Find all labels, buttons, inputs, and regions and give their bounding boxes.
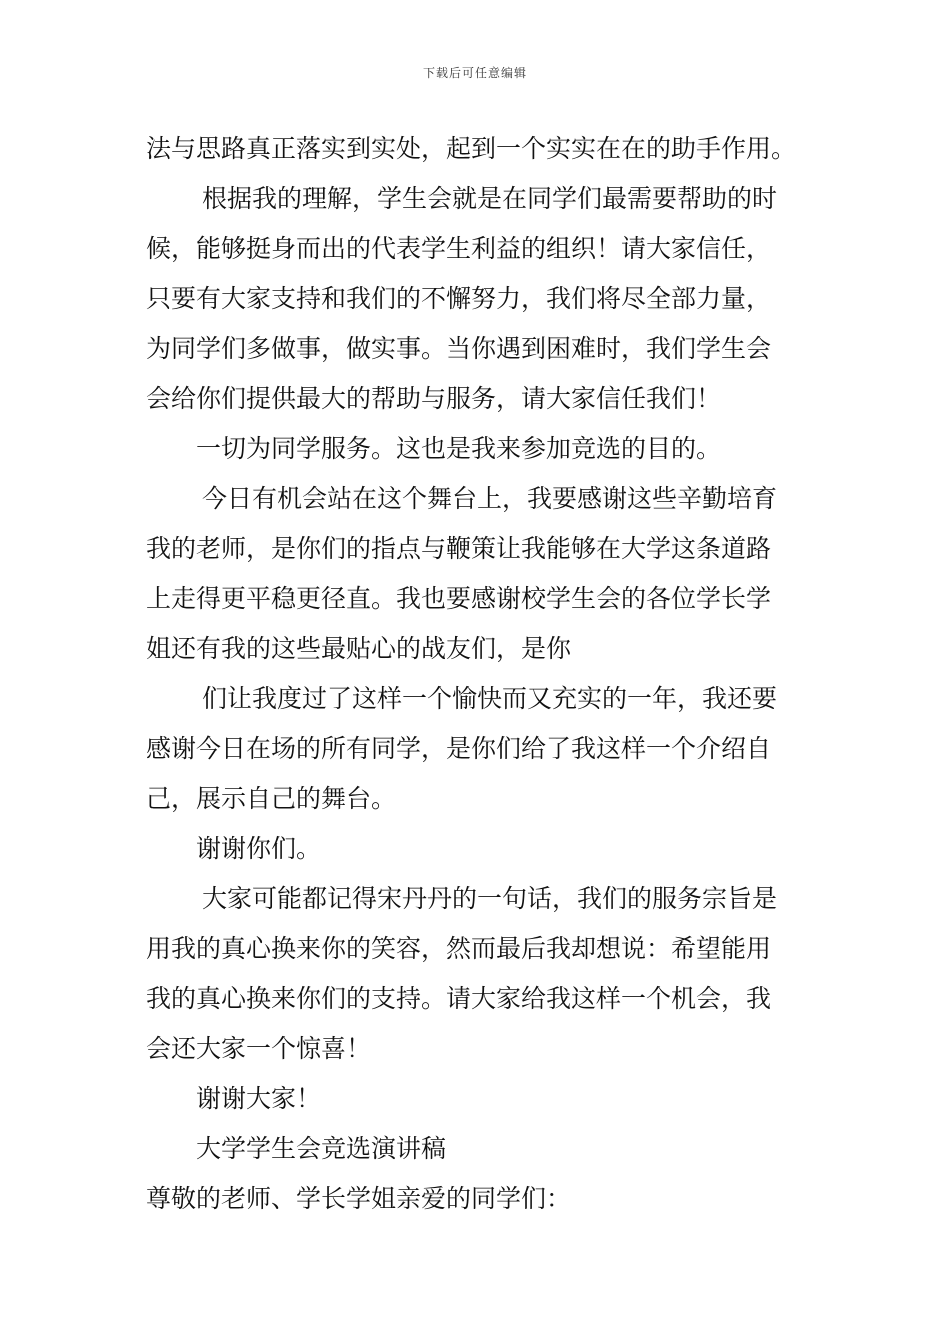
text-line: 谢谢大家！ [196, 1084, 322, 1113]
text-line: 们让我度过了这样一个愉快而又充实的一年，我还要 [202, 684, 778, 713]
text-line: 谢谢你们。 [196, 834, 322, 863]
text-line: 用我的真心换来你的笑容，然而最后我却想说：希望能用 [146, 934, 772, 963]
text-line: 我的老师，是你们的指点与鞭策让我能够在大学这条道路 [146, 534, 772, 563]
text-line: 我的真心换来你们的支持。请大家给我这样一个机会，我 [146, 984, 772, 1013]
text-line: 大学学生会竞选演讲稿 [196, 1134, 447, 1163]
text-line: 尊敬的老师、学长学姐亲爱的同学们： [146, 1184, 572, 1213]
text-line: 大家可能都记得宋丹丹的一句话，我们的服务宗旨是 [202, 884, 778, 913]
text-line: 姐还有我的这些最贴心的战友们，是你 [146, 634, 572, 663]
text-line: 为同学们多做事，做实事。当你遇到困难时，我们学生会 [146, 334, 772, 363]
text-line: 上走得更平稳更径直。我也要感谢校学生会的各位学长学 [146, 584, 772, 613]
text-line: 只要有大家支持和我们的不懈努力，我们将尽全部力量， [146, 284, 772, 313]
text-line: 会给你们提供最大的帮助与服务，请大家信任我们！ [146, 384, 722, 413]
text-line: 感谢今日在场的所有同学，是你们给了我这样一个介绍自 [146, 734, 772, 763]
text-line: 一切为同学服务。这也是我来参加竞选的目的。 [196, 434, 722, 463]
text-line: 会还大家一个惊喜！ [146, 1034, 372, 1063]
text-line: 法与思路真正落实到实处，起到一个实实在在的助手作用。 [146, 134, 797, 163]
text-line: 己，展示自己的舞台。 [146, 784, 397, 813]
text-line: 根据我的理解，学生会就是在同学们最需要帮助的时 [202, 184, 778, 213]
text-line: 候，能够挺身而出的代表学生利益的组织！请大家信任， [146, 234, 772, 263]
page-header: 下载后可任意编辑 [422, 66, 527, 80]
document-body [146, 124, 808, 1224]
text-line: 今日有机会站在这个舞台上，我要感谢这些辛勤培育 [202, 484, 778, 513]
